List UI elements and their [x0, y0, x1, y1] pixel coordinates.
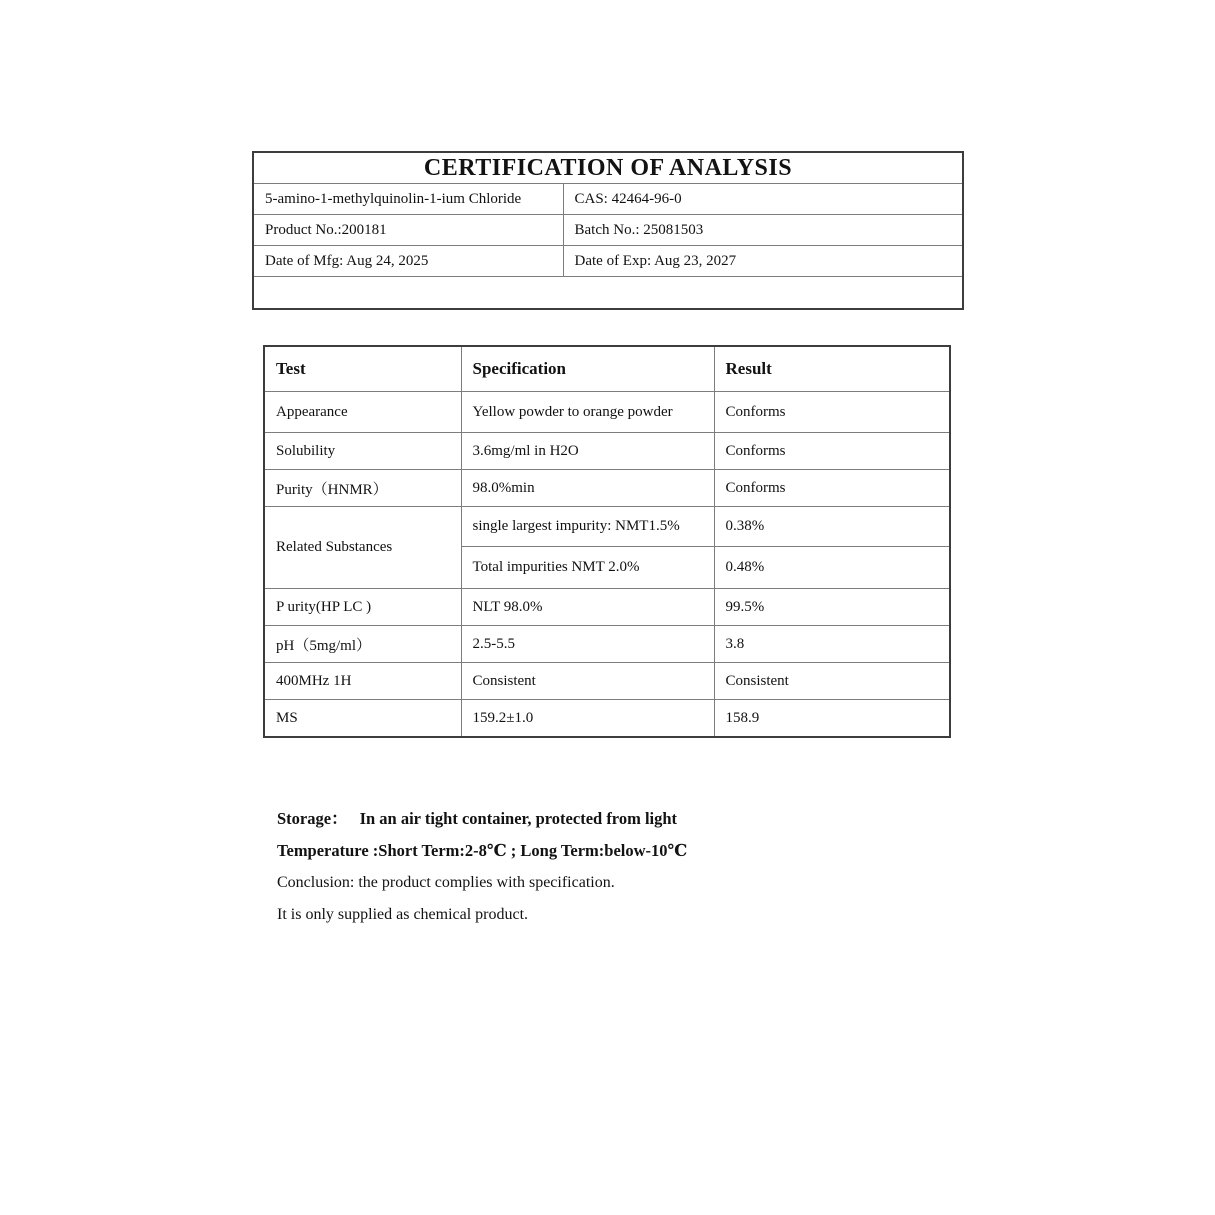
test-spec: 2.5-5.5	[461, 626, 714, 663]
test-result: 0.38%	[714, 507, 950, 547]
column-header-specification: Specification	[461, 346, 714, 392]
table-row	[253, 184, 963, 215]
test-name: pH（5mg/ml）	[264, 626, 461, 663]
date-of-exp: Date of Exp: Aug 23, 2027	[563, 246, 963, 277]
table-header-row	[264, 346, 950, 392]
table-row-appearance	[264, 392, 950, 433]
storage-note	[277, 808, 927, 829]
table-row-purity-hnmr	[264, 470, 950, 507]
test-result: 158.9	[714, 700, 950, 738]
test-spec: Total impurities NMT 2.0%	[461, 547, 714, 589]
test-result: 99.5%	[714, 589, 950, 626]
test-name: Related Substances	[264, 507, 461, 589]
table-row-nmr	[264, 663, 950, 700]
spec-results-table	[263, 345, 951, 738]
test-name: MS	[264, 700, 461, 738]
supply-note: It is only supplied as chemical product.	[277, 906, 529, 923]
test-name: Purity（HNMR）	[264, 470, 461, 507]
table-row	[253, 215, 963, 246]
test-spec: NLT 98.0%	[461, 589, 714, 626]
test-name: Appearance	[264, 392, 461, 433]
certificate-header-table	[252, 151, 964, 310]
test-spec: Yellow powder to orange powder	[461, 392, 714, 433]
test-result: Conforms	[714, 392, 950, 433]
batch-number: Batch No.: 25081503	[563, 215, 963, 246]
footer-notes	[277, 808, 927, 936]
test-spec: 98.0%min	[461, 470, 714, 507]
test-result: 0.48%	[714, 547, 950, 589]
test-spec: 3.6mg/ml in H2O	[461, 433, 714, 470]
table-row-ph	[264, 626, 950, 663]
test-result: Conforms	[714, 470, 950, 507]
table-row-ms	[264, 700, 950, 738]
test-spec: Consistent	[461, 663, 714, 700]
product-name: 5-amino-1-methylquinolin-1-ium Chloride	[253, 184, 563, 215]
page-title: CERTIFICATION OF ANALYSIS	[253, 152, 963, 184]
column-header-test: Test	[264, 346, 461, 392]
storage-text: In an air tight container, protected from light	[359, 809, 678, 828]
table-row-related-substances	[264, 507, 950, 547]
table-row-purity-hplc	[264, 589, 950, 626]
test-spec: 159.2±1.0	[461, 700, 714, 738]
temperature-note: Temperature :Short Term:2-8℃ ; Long Term:below-10℃	[277, 841, 688, 860]
test-name: Solubility	[264, 433, 461, 470]
test-spec: single largest impurity: NMT1.5%	[461, 507, 714, 547]
table-row	[253, 152, 963, 184]
test-name: 400MHz 1H	[264, 663, 461, 700]
test-name: P urity(HP LC )	[264, 589, 461, 626]
cas-number: CAS: 42464-96-0	[563, 184, 963, 215]
storage-label: Storage：	[277, 809, 348, 828]
table-row-solubility	[264, 433, 950, 470]
product-number: Product No.:200181	[253, 215, 563, 246]
test-result: Conforms	[714, 433, 950, 470]
test-result: Consistent	[714, 663, 950, 700]
conclusion-note: Conclusion: the product complies with specification.	[277, 874, 615, 891]
empty-row	[253, 277, 963, 310]
date-of-mfg: Date of Mfg: Aug 24, 2025	[253, 246, 563, 277]
table-row	[253, 277, 963, 310]
column-header-result: Result	[714, 346, 950, 392]
test-result: 3.8	[714, 626, 950, 663]
table-row	[253, 246, 963, 277]
